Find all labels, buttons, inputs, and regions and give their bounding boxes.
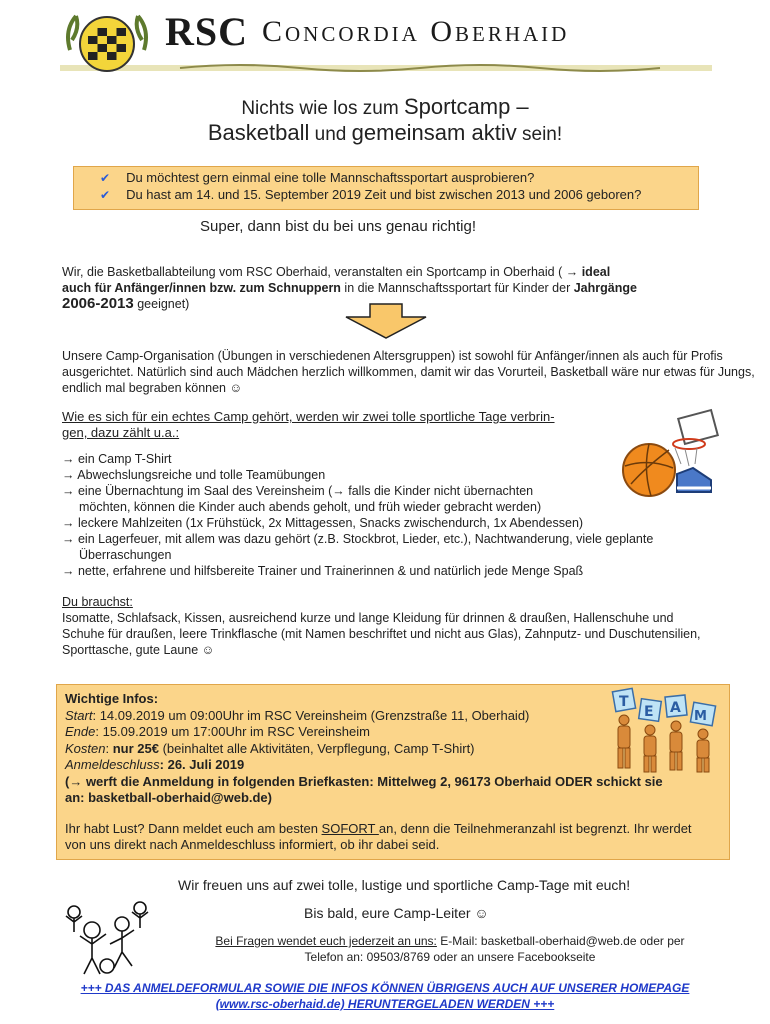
need-text: Isomatte, Schlafsack, Kissen, ausreichend kurze und lange Kleidung für drinnen & draußen, Hallenschuhe und Schuhe für draußen, leere Trinkflasche (mit Namen beschriftet und nicht aus Glas), Zahnputz- und Duschutensilien, Sporttasche, gute Laune ☺ [62,611,701,657]
page-title-line-1: Nichts wie los zum Sportcamp – [241,94,529,119]
info-deadline: Anmeldeschluss: 26. Juli 2019 [65,757,245,772]
list-item: → eine Übernachtung im Saal des Vereinsheim (→ falls die Kinder nicht übernachten [62,484,534,498]
team-figures-icon [608,686,718,774]
header-laurel-band [60,62,712,74]
page-title-line-2: Basketball und gemeinsam aktiv sein! [207,120,563,145]
question-item: ✔ Du hast am 14. und 15. September 2019 Zeit und bist zwischen 2013 und 2006 geboren? [100,187,642,202]
list-item: → ein Lagerfeuer, mit allem was dazu gehört (z.B. Stockbrot, Lieder, etc.), Nachtwanderung, viele geplante [62,532,654,546]
check-icon: ✔ [100,171,111,185]
list-item: → ein Camp T-Shirt [62,452,172,466]
homepage-notice: +++ DAS ANMELDEFORMULAR SOWIE DIE INFOS KÖNNEN ÜBRIGENS AUCH AUF UNSERER HOMEPAGE (www.rsc-oberhaid.de) HERUNTERGELADEN WERDEN +++ [80,981,690,1011]
header-club-name: Concordia Oberhaid [262,15,570,48]
down-arrow-icon [344,303,428,339]
contact-info: Bei Fragen wendet euch jederzeit an uns: E-Mail: basketball-oberhaid@web.de oder per Telefon an: 09503/8769 oder an unsere Facebookseite [215,934,685,964]
team-letter: A [670,700,681,716]
camp-heading: Wie es sich für ein echtes Camp gehört, werden wir zwei tolle sportliche Tage verbrin- gen, dazu zählt u.a.: [62,409,555,440]
list-item: → leckere Mahlzeiten (1x Frühstück, 2x Mittagessen, Snacks zwischendurch, 1x Abendessen) [62,516,584,530]
super-text: Super, dann bist du bei uns genau richtig! [200,218,477,235]
list-item: → Abwechslungsreiche und tolle Teamübungen [62,468,326,482]
list-item: Überraschungen [79,548,172,562]
team-letter: T [619,694,629,710]
header-rsc: RSC [165,9,249,54]
team-letter: E [644,704,654,720]
need-heading: Du brauchst: [62,595,133,609]
info-lust: Ihr habt Lust? Dann meldet euch am besten SOFORT an, denn die Teilnehmeranzahl ist begrenzt. Ihr werdet von uns direkt nach Anmeldeschluss informiert, ob ihr dabei seid. [65,820,692,852]
intro-paragraph: Wir, die Basketballabteilung vom RSC Oberhaid, veranstalten ein Sportcamp in Oberhaid ( → ideal auch für Anfänger/innen bzw. zum Schnuppern in die Mannschaftssportart für Kinder der Jahrgänge 2006-2013 geeignet) [62,265,637,312]
info-end: Ende: 15.09.2019 um 17:00Uhr im RSC Vereinsheim [65,724,370,739]
list-item: möchten, können die Kinder auch abends geholt, und früh wieder gebracht werden) [79,500,542,514]
info-cost: Kosten: nur 25€ (beinhaltet alle Aktivitäten, Verpflegung, Camp T-Shirt) [65,740,475,756]
question-item: ✔ Du möchtest gern einmal eine tolle Mannschaftssportart ausprobieren? [100,170,535,185]
organisation-paragraph: Unsere Camp-Organisation (Übungen in verschiedenen Altersgruppen) ist sowohl für Anfänger/innen als auch für Profis ausgerichtet. Natürlich sind auch Mädchen herzlich willkommen, damit wir das Vorurteil, Basketball wäre nur etwas für Jungs, endlich mal begraben können ☺ [62,349,755,395]
list-item: → nette, erfahrene und hilfsbereite Trainer und Trainerinnen & und natürlich jede Menge Spaß [62,564,584,578]
info-mail: (→ werft die Anmeldung in folgenden Briefkasten: Mittelweg 2, 96173 Oberhaid ODER schickt sie an: basketball-oberhaid@web.de) [65,773,663,805]
team-letter: M [694,709,707,724]
club-crest-logo [62,10,152,74]
info-heading: Wichtige Infos: [65,691,159,706]
kids-playing-icon [62,894,154,980]
info-start: Start: 14.09.2019 um 09:00Uhr im RSC Vereinsheim (Grenzstraße 11, Oberhaid) [65,707,530,723]
sign-off: Bis bald, eure Camp-Leiter ☺ [304,905,489,921]
camp-features-list [62,451,722,579]
check-icon: ✔ [100,188,111,202]
closing-text: Wir freuen uns auf zwei tolle, lustige und sportliche Camp-Tage mit euch! [178,877,631,893]
